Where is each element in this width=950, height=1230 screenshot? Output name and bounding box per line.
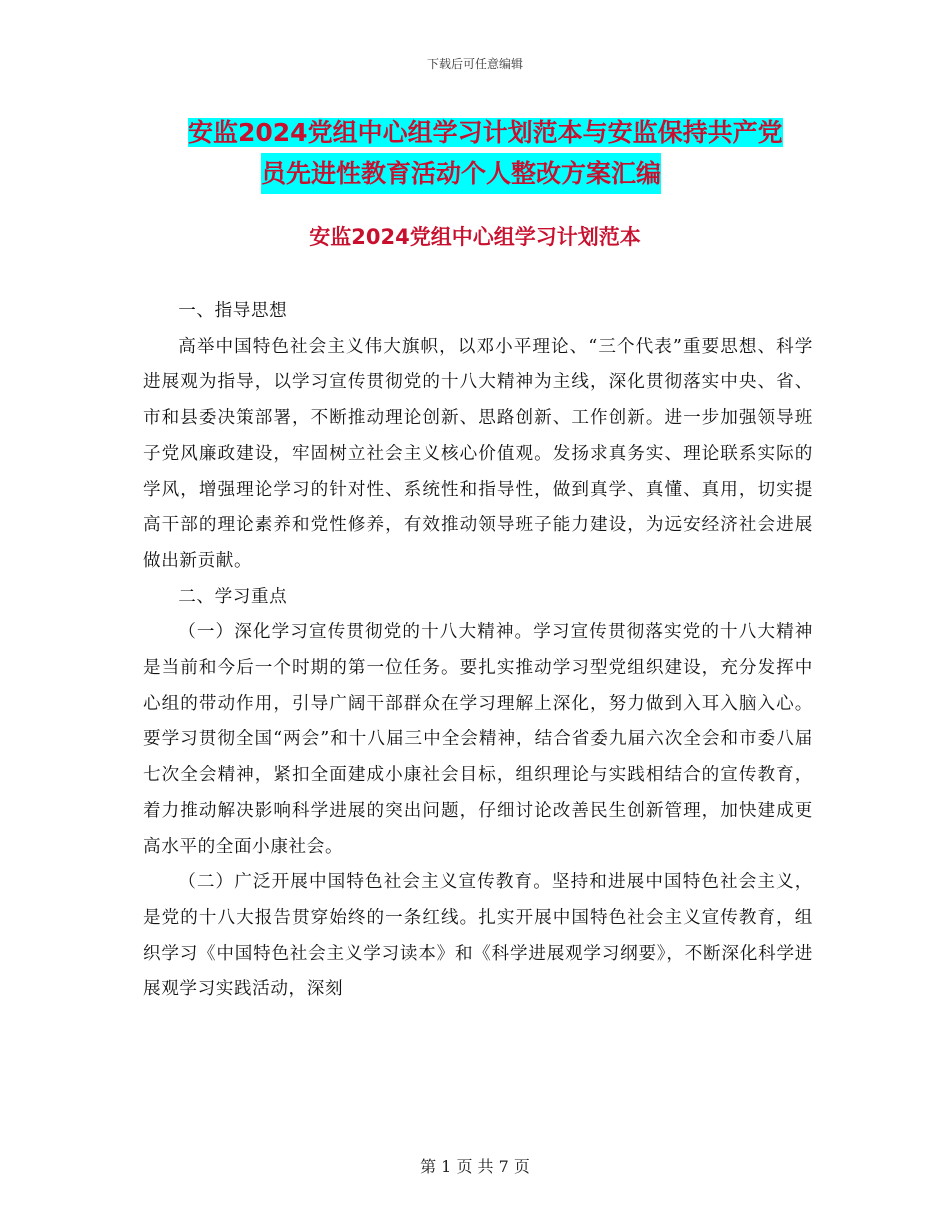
document-title-line-2: 员先进性教育活动个人整改方案汇编 <box>261 153 661 194</box>
document-title-line-1: 安监2024党组中心组学习计划范本与安监保持共产党 <box>188 118 783 147</box>
heading-study-focus: 二、学习重点 <box>178 586 288 607</box>
header-note: 下载后可任意编辑 <box>426 57 523 71</box>
page-footer: 第 1 页 共 7 页 <box>420 1157 530 1176</box>
heading-guiding-thought: 一、指导思想 <box>178 301 288 321</box>
paragraph-focus-1: （一）深化学习宣传贯彻党的十八大精神。学习宣传贯彻落实党的十八大精神是当前和今后一个时期的第一位任务。要扎实推动学习型党组织建设，充分发挥中心组的带动作用，引导广阔干部群众在学习理解上深化，努力做到入耳入脑入心。要学习贯彻全国“两会”和十八届三中全会精神，结合省委九届六次全会和市委八届七次全会精神，紧扣全面建成小康社会目标，组织理论与实践相结合的宣传教育，着力推动解决影响科学进展的突出问题，仔细讨论改善民生创新管理，加快建成更高水平的全面小康社会。 <box>143 622 813 857</box>
document-body <box>143 294 813 1008</box>
paragraph-guiding-thought: 高举中国特色社会主义伟大旗帜，以邓小平理论、“三个代表”重要思想、科学进展观为指导，以学习宣传贯彻党的十八大精神为主线，深化贯彻落实中央、省、市和县委决策部署，不断推动理论创新、思路创新、工作创新。进一步加强领导班子党风廉政建设，牢固树立社会主义核心价值观。发扬求真务实、理论联系实际的学风，增强理论学习的针对性、系统性和指导性，做到真学、真懂、真用，切实提高干部的理论素养和党性修养，有效推动领导班子能力建设，为远安经济社会进展做出新贡献。 <box>143 336 813 571</box>
paragraph-focus-2: （二）广泛开展中国特色社会主义宣传教育。坚持和进展中国特色社会主义，是党的十八大报告贯穿始终的一条红线。扎实开展中国特色社会主义宣传教育，组织学习《中国特色社会主义学习读本》和《科学进展观学习纲要》，不断深化科学进展观学习实践活动，深刻 <box>143 872 813 1000</box>
document-title <box>188 112 828 194</box>
section-title: 安监2024党组中心组学习计划范本 <box>309 225 641 249</box>
